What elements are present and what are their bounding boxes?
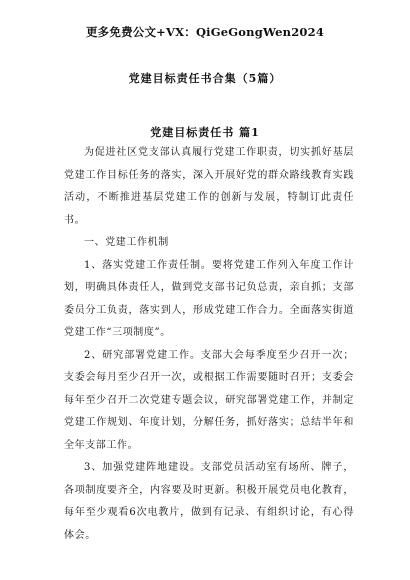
heading-work-mechanism: 一、党建工作机制 bbox=[84, 237, 169, 248]
paragraph-item-2: 2、研究部署党建工作。支部大会每季度至少召开一次；支委会每月至少召开一次，或根据工作需要随时召开；支委会每年至少召开二次党建专题会议，研究部署党建工作，并制定党建工作规划、年度计划，分解任务，抓好落实；总结半年和全年支部工作。 bbox=[64, 349, 354, 451]
paragraph-item-3: 3、加强党建阵地建设。支部党员活动室有场所、牌子，各项制度要齐全，内容要及时更新。积极开展党员电化教育，每年至少观看6次电教片，做到有记录、有组织讨论，有心得体会。 bbox=[64, 462, 354, 541]
document-body bbox=[64, 142, 354, 547]
paragraph-item-1: 1、落实党建工作责任制。要将党建工作列入年度工作计划，明确具体责任人，做到党支部书记负总责，亲自抓；支部委员分工负责，落实到人，形成党建工作合力。全面落实街道党建工作“三项制度”。 bbox=[64, 259, 354, 338]
promo-banner: 更多免费公文+VX：QiGeGongWen2024 bbox=[85, 25, 325, 39]
section-title: 党建目标责任书 篇1 bbox=[150, 126, 260, 139]
document-title: 党建目标责任书合集（5篇） bbox=[128, 72, 282, 85]
intro-paragraph: 为促进社区党支部认真履行党建工作职责，切实抓好基层党建工作目标任务的落实，深入开展好党的群众路线教育实践活动，不断推进基层党建工作的创新与发展，特制订此责任书。 bbox=[64, 147, 354, 226]
